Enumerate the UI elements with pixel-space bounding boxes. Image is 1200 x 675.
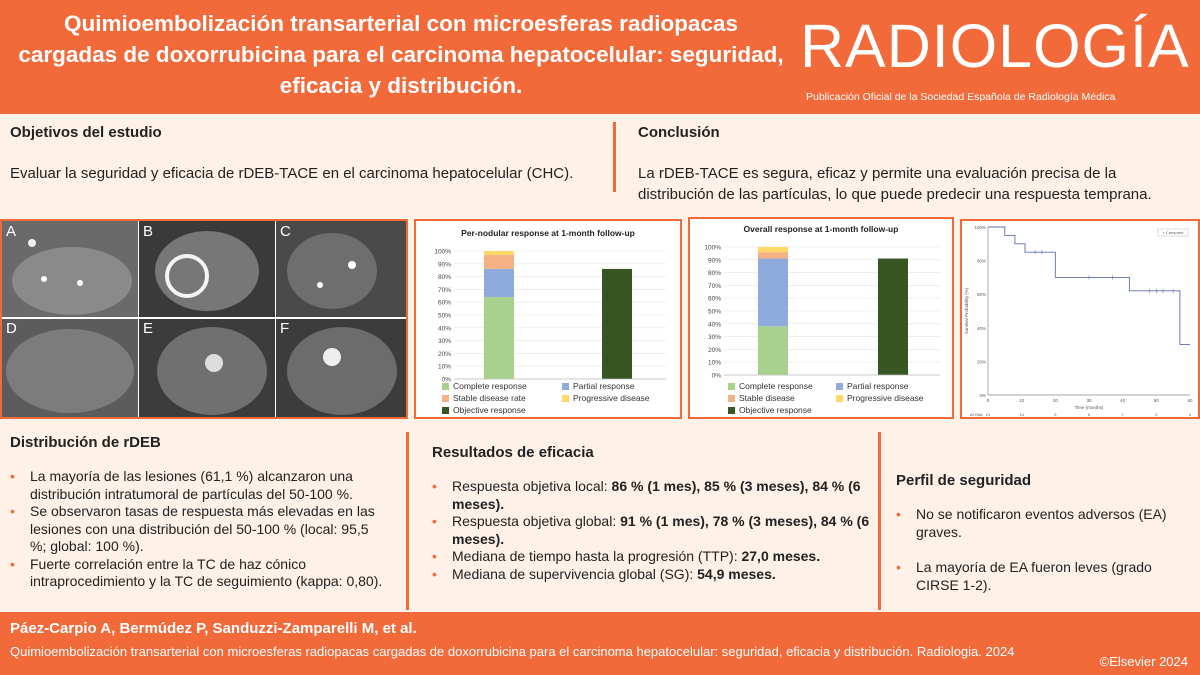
legend-item: Partial response	[562, 381, 634, 391]
list-item: • Respuesta objetiva local: 86 % (1 mes), 85 % (3 meses), 84 % (6 meses).	[430, 478, 880, 513]
reference: Quimioembolización transarterial con microesferas radiopacas cargadas de doxorrubicina para el carcinoma hepatocelular: seguridad, eficacia y distribución. Radiologia. 2024	[10, 644, 1015, 659]
list-item: • No se notificaron eventos adversos (EA) graves.	[894, 506, 1194, 541]
bar-segment	[484, 297, 514, 379]
poster-title: Quimioembolización transarterial con microesferas radiopacas cargadas de doxorrubicina para el carcinoma hepatocelular: seguridad, eficacia y distribución.	[18, 11, 784, 98]
legend-item: Progressive disease	[836, 393, 924, 403]
chart-plot	[962, 221, 1198, 417]
y-tick-label: 50%	[707, 308, 721, 316]
authors: Páez-Carpio A, Bermúdez P, Sanduzzi-Zamparelli M, et al.	[10, 620, 417, 637]
chart-overall	[688, 217, 954, 419]
bar-segment	[602, 269, 632, 379]
y-tick-label: 20%	[437, 350, 451, 358]
y-tick-label: 60%	[437, 299, 451, 307]
y-tick-label: 50%	[437, 312, 451, 320]
safety-title: Perfil de seguridad	[896, 472, 1032, 489]
chart-title: Per-nodular response at 1-month follow-up	[461, 228, 635, 238]
y-tick-label: 40%	[437, 325, 451, 333]
chart-legend	[690, 379, 952, 419]
bar-segment	[484, 269, 514, 297]
chart-legend	[416, 376, 680, 419]
list-item: • La mayoría de las lesiones (61,1 %) alcanzaron una distribución intratumoral de partículas del 50-100 %.	[8, 468, 388, 503]
legend-item: Stable disease rate	[442, 393, 526, 403]
bar-segment	[758, 259, 788, 327]
y-tick-label: 30%	[437, 338, 451, 346]
y-tick-label: 80%	[437, 274, 451, 282]
legend-item: Stable disease	[728, 393, 795, 403]
y-tick-label: 100%	[974, 225, 986, 230]
at-risk-count: 9	[1054, 412, 1057, 417]
y-tick-label: 0%	[711, 372, 721, 380]
at-risk-count: 2	[1155, 412, 1158, 417]
y-axis-label: Survival Probability (%)	[964, 287, 969, 335]
y-tick-label: 100%	[434, 248, 451, 256]
ct-label-e: E	[143, 320, 154, 337]
bar-segment	[484, 251, 514, 255]
journal-subtitle: Publicación Oficial de la Sociedad Española de Radiología Médica	[806, 91, 1116, 103]
list-item: • Fuerte correlación entre la TC de haz cónico intraprocedimiento y la TC de seguimiento (kappa: 0,80).	[8, 556, 388, 591]
at-risk-count: 7	[1121, 412, 1124, 417]
y-tick-label: 30%	[707, 334, 721, 342]
ct-label-f: F	[280, 320, 290, 337]
chart-per-nodular	[414, 219, 682, 419]
bar-segment	[878, 259, 908, 375]
conclusion-text: La rDEB-TACE es segura, eficaz y permite una evaluación precisa de la distribución de las partículas, lo que puede predecir una respuesta temprana.	[638, 165, 1152, 203]
y-tick-label: 60%	[707, 295, 721, 303]
efficacy-title: Resultados de eficacia	[432, 444, 594, 461]
chart-plot	[690, 235, 952, 385]
ct-label-d: D	[6, 320, 17, 337]
header-banner	[0, 0, 1200, 114]
y-tick-label: 80%	[707, 270, 721, 278]
ct-images	[2, 221, 406, 417]
ct-label-c: C	[280, 223, 291, 240]
y-tick-label: 20%	[976, 359, 986, 365]
ct-label-b: B	[143, 223, 154, 240]
legend-item: Objective response	[728, 405, 812, 415]
copyright: ©Elsevier 2024	[1099, 654, 1188, 669]
y-tick-label: 10%	[707, 359, 721, 367]
y-tick-label: 40%	[976, 325, 986, 331]
distribution-title: Distribución de rDEB	[10, 434, 161, 451]
list-item: • Mediana de supervivencia global (SG): 54,9 meses.	[430, 566, 880, 584]
x-tick-label: 20	[1052, 398, 1058, 403]
y-tick-label: 40%	[707, 321, 721, 329]
legend-item: Objective response	[442, 405, 526, 415]
list-item: • La mayoría de EA fueron leves (grado CIRSE 1-2).	[894, 559, 1194, 594]
at-risk-count: 6	[1087, 412, 1091, 417]
x-tick-label: 30	[1086, 398, 1092, 403]
x-tick-label: 0	[986, 398, 990, 403]
legend-label: + Censored	[1162, 230, 1184, 235]
list-item: • Mediana de tiempo hasta la progresión (TTP): 27,0 meses.	[430, 548, 880, 566]
bar-segment	[758, 326, 788, 375]
top-divider	[613, 122, 616, 192]
legend-item: Complete response	[442, 381, 527, 391]
chart-survival	[960, 219, 1200, 419]
objectives-title: Objetivos del estudio	[10, 124, 162, 141]
y-tick-label: 0%	[441, 376, 451, 384]
ct-image-grid	[0, 219, 408, 419]
x-tick-label: 10	[1019, 398, 1025, 403]
legend-item: Progressive disease	[562, 393, 650, 403]
at-risk-count: 4	[1188, 412, 1192, 417]
y-tick-label: 80%	[976, 258, 986, 264]
legend-item: Partial response	[836, 381, 908, 391]
safety-list	[894, 506, 1194, 594]
legend-item: Complete response	[728, 381, 813, 391]
bar-segment	[758, 247, 788, 252]
bottom-divider-right	[878, 432, 881, 610]
objectives-text: Evaluar la seguridad y eficacia de rDEB-TACE en el carcinoma hepatocelular (CHC).	[10, 165, 574, 182]
x-axis-label: Time (months)	[1074, 405, 1104, 410]
bottom-divider-left	[406, 432, 409, 610]
footer-banner	[0, 612, 1200, 675]
at-risk-label: At Risk	[970, 412, 983, 417]
x-tick-label: 50	[1153, 398, 1159, 403]
bar-segment	[758, 252, 788, 258]
y-tick-label: 70%	[707, 282, 721, 290]
x-tick-label: 40	[1120, 398, 1126, 403]
y-tick-label: 60%	[976, 292, 986, 298]
y-tick-label: 100%	[704, 244, 721, 252]
list-item: • Se observaron tasas de respuesta más elevadas en las lesiones con una distribución del 50-100 % (local: 95,5 %; global: 100 %).	[8, 503, 388, 556]
list-item: • Respuesta objetiva global: 91 % (1 mes), 78 % (3 meses), 84 % (6 meses).	[430, 513, 880, 548]
y-tick-label: 0%	[979, 393, 986, 398]
y-tick-label: 90%	[707, 257, 721, 265]
survival-curve	[988, 227, 1190, 345]
chart-title: Overall response at 1-month follow-up	[743, 224, 899, 234]
journal-logo: RADIOLOGÍA	[800, 12, 1190, 80]
y-tick-label: 70%	[437, 286, 451, 294]
at-risk-count: 21	[985, 412, 991, 417]
y-tick-label: 10%	[437, 363, 451, 371]
efficacy-list	[430, 478, 880, 583]
chart-plot	[416, 239, 680, 389]
at-risk-count: 14	[1019, 412, 1024, 417]
y-tick-label: 20%	[707, 346, 721, 354]
y-tick-label: 90%	[437, 261, 451, 269]
distribution-list	[8, 468, 388, 591]
ct-label-a: A	[6, 223, 17, 240]
bar-segment	[484, 255, 514, 269]
conclusion-title: Conclusión	[638, 124, 720, 141]
x-tick-label: 60	[1187, 398, 1193, 403]
